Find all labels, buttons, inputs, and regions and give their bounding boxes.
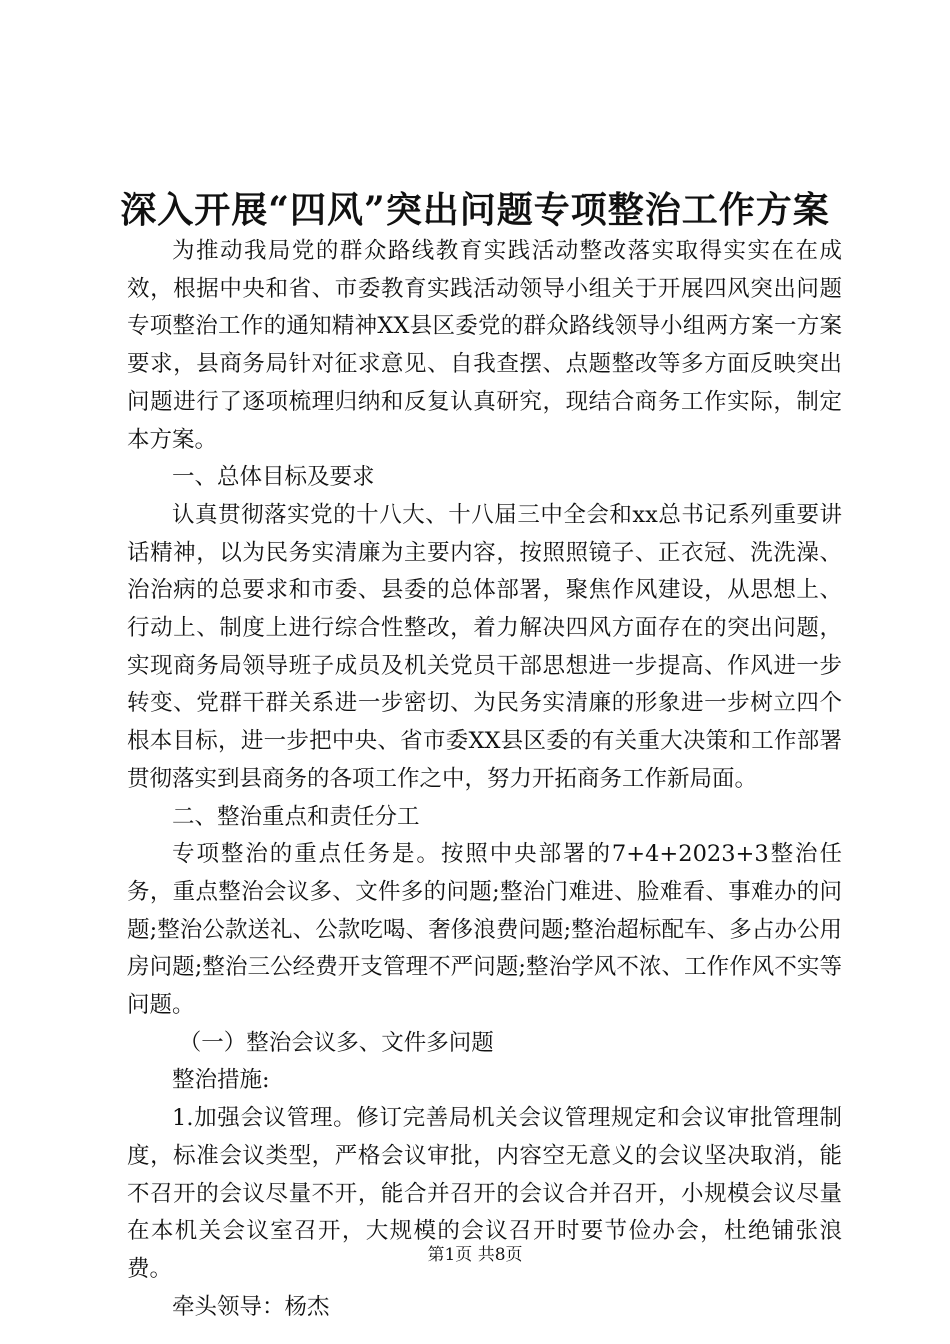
section-heading-1: 一、总体目标及要求 — [172, 464, 375, 491]
tasks-paragraph: 专项整治的重点任务是。按照中央部署的7+4+2023+3整治任务，重点整治会议多、文件多的问题;整治门难进、脸难看、事难办的问题;整治公款送礼、公款吃喝、奢侈浪费问题;整治超标配车、多占办公用房问题;整治三公经费开支管理不严问题;整治学风不浓、工作作风不实等问题。 — [127, 841, 842, 1019]
document-title: 深入开展“四风”突出问题专项整治工作方案 — [120, 189, 830, 231]
measure-item-1: 1.加强会议管理。修订完善局机关会议管理规定和会议审批管理制度，标准会议类型，严格会议审批，内容空无意义的会议坚决取消，能不召开的会议尽量不开，能合并召开的会议合并召开，小规模会议尽量在本机关会议室召开，大规模的会议召开时要节俭办会，杜绝铺张浪费。 — [127, 1105, 842, 1282]
lead-leader-line: 牵头领导：杨杰 — [172, 1293, 330, 1320]
document-body — [127, 233, 842, 1326]
section-heading-2: 二、整治重点和责任分工 — [172, 803, 420, 830]
measures-label: 整治措施: — [172, 1067, 270, 1094]
goals-paragraph: 认真贯彻落实党的十八大、十八届三中全会和xx总书记系列重要讲话精神，以为民务实清廉为主要内容，按照照镜子、正衣冠、洗洗澡、治治病的总要求和市委、县委的总体部署，聚焦作风建设，从思想上、行动上、制度上进行综合性整改，着力解决四风方面存在的突出问题，实现商务局领导班子成员及机关党员干部思想进一步提高、作风进一步转变、党群干群关系进一步密切、为民务实清廉的形象进一步树立四个根本目标，进一步把中央、省市委XX县区委的有关重大决策和工作部署贯彻落实到县商务的各项工作之中，努力开拓商务工作新局面。 — [127, 501, 842, 792]
intro-paragraph: 为推动我局党的群众路线教育实践活动整改落实取得实实在在成效，根据中央和省、市委教育实践活动领导小组关于开展四风突出问题专项整治工作的通知精神XX县区委党的群众路线领导小组两方案一方案要求，县商务局针对征求意见、自我查摆、点题整改等多方面反映突出问题进行了逐项梳理归纳和反复认真研究，现结合商务工作实际，制定本方案。 — [127, 238, 842, 453]
page-number-footer: 第1页 共8页 — [427, 1245, 523, 1265]
subsection-heading-1: （一）整治会议多、文件多问题 — [178, 1029, 494, 1056]
